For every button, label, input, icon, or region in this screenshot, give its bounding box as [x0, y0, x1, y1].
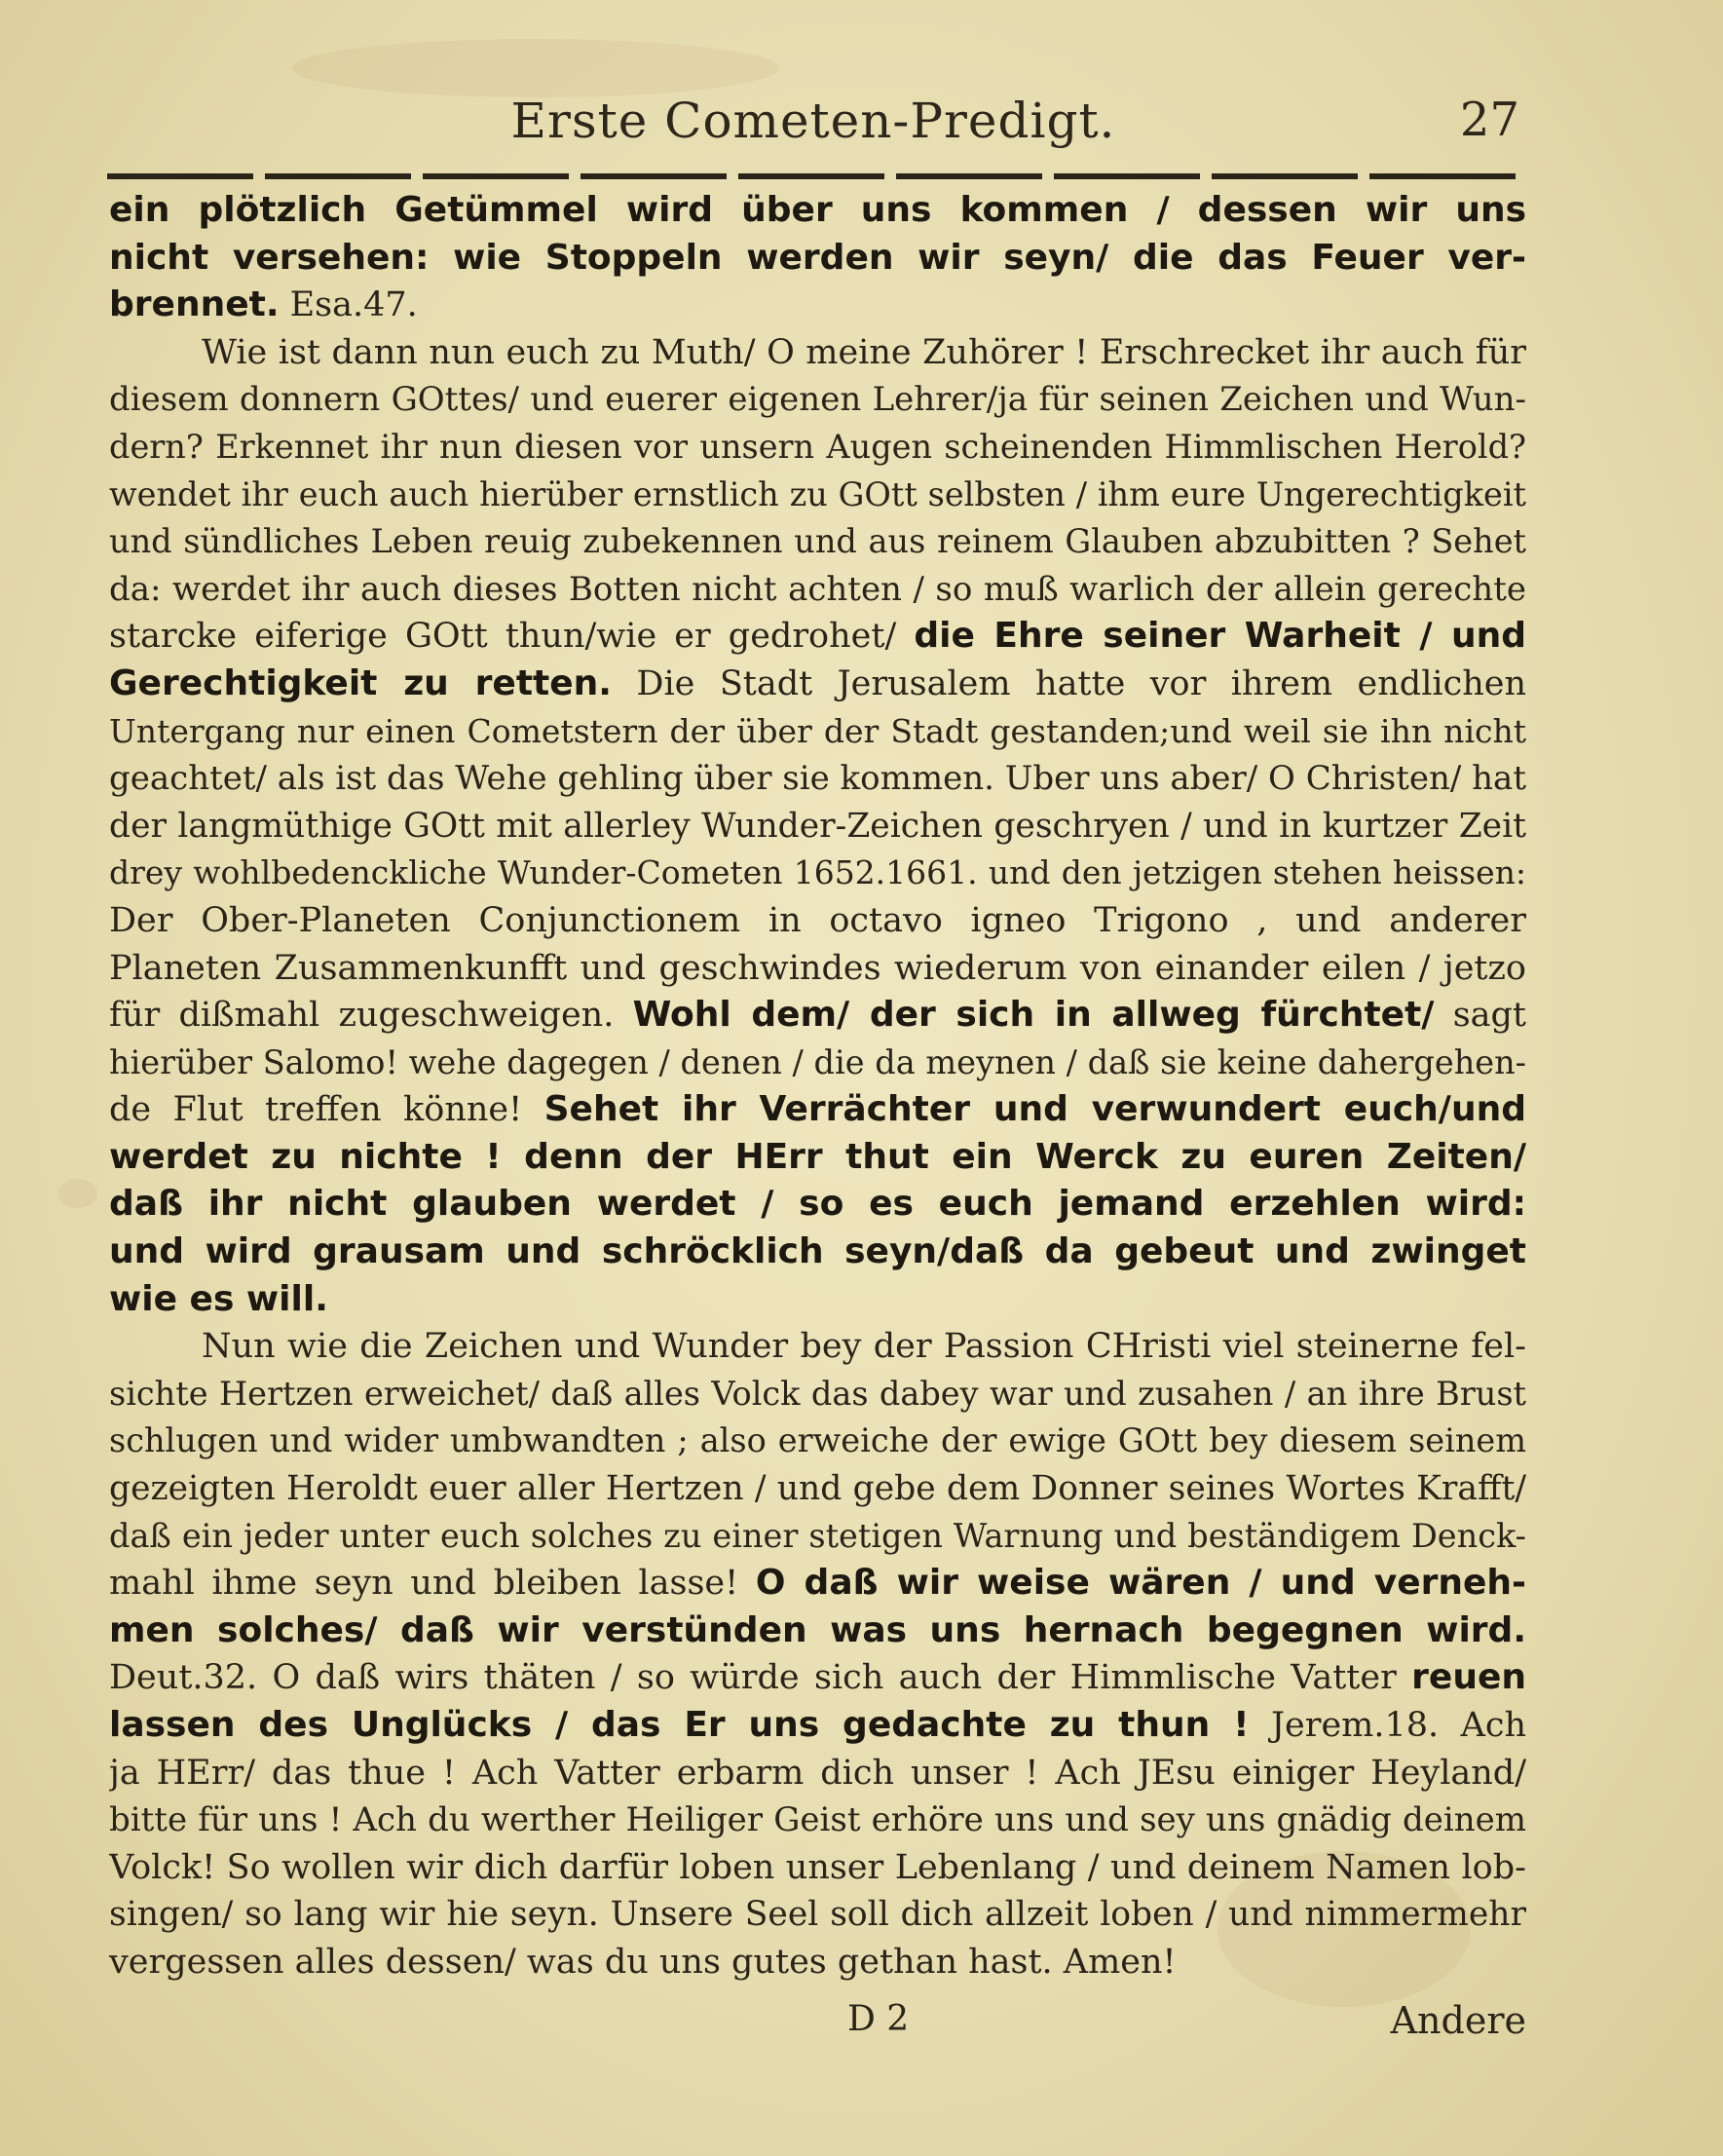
signature-mark: D 2 — [847, 1999, 910, 2039]
emphasized-text: wie es will. — [109, 1278, 328, 1319]
emphasized-text: daß ihr nicht glauben werdet / so es euch jemand erzehlen wird: — [109, 1184, 1526, 1225]
text-line — [109, 1750, 1526, 1797]
text-run: drey wohlbedenckliche Wunder-Cometen 1652.1661. und den jetzigen stehen heissen: — [109, 853, 1526, 892]
text-run: hierüber Salomo! wehe dagegen / denen / die da meynen / daß sie keine dahergehen- — [109, 1042, 1526, 1081]
text-run: Untergang nur einen Cometstern der über der Stadt gestanden;und weil sie ihn nicht — [109, 711, 1526, 750]
text-run: singen/ so lang wir hie seyn. Unsere Seel soll dich allzeit loben / und nimmermehr — [109, 1895, 1526, 1935]
text-line — [109, 1939, 1526, 1986]
text-line — [109, 755, 1526, 803]
text-line — [109, 1086, 1526, 1134]
text-line — [109, 945, 1526, 993]
text-line — [109, 708, 1526, 756]
paper-stain — [292, 39, 779, 97]
text-line — [109, 424, 1526, 472]
emphasized-text: und wird grausam und schröcklich seyn/daß da gebeut und zwinget — [109, 1231, 1526, 1272]
text-run: Wie ist dann nun euch zu Muth/ O meine Zuhörer ! Erschrecket ihr auch für — [202, 332, 1526, 372]
text-line — [109, 1229, 1526, 1276]
text-run: mahl ihme seyn und bleiben lasse! — [109, 1564, 756, 1604]
text-run: Jerem.18. Ach — [1249, 1706, 1526, 1745]
text-run: de Flut treffen könne! — [109, 1090, 544, 1130]
emphasized-text: lassen des Unglücks / das Er uns gedachte zu thun ! — [109, 1705, 1250, 1745]
text-run: gezeigten Heroldt euer aller Hertzen / und gebe dem Donner seines Wortes Krafft/ — [109, 1469, 1526, 1509]
text-run: dern? Erkennet ihr nun diesen vor unsern Augen scheinenden Himmlischen Herold? — [109, 427, 1526, 466]
text-line — [109, 1465, 1526, 1513]
emphasized-text: O daß wir weise wären / und verneh- — [755, 1563, 1526, 1604]
text-run: bitte für uns ! Ach du werther Heiliger Geist erhöre uns und sey uns gnädig deinem — [109, 1800, 1526, 1840]
body-text — [109, 187, 1526, 1986]
text-line — [109, 566, 1526, 614]
text-run: schlugen und wider umbwandten ; also erweiche der ewige GOtt bey diesem seinem — [109, 1421, 1526, 1460]
text-line — [109, 1891, 1526, 1939]
text-run: Esa.47. — [279, 285, 418, 325]
text-line — [109, 992, 1526, 1040]
text-line — [109, 1560, 1526, 1608]
text-run: Planeten Zusammenkunfft und geschwindes wiederum von einander eilen / jetzo — [109, 948, 1526, 988]
text-run: diesem donnern GOttes/ und euerer eigenen Lehrer/ja für seinen Zeichen und Wun- — [109, 380, 1526, 420]
text-run: Der Ober-Planeten Conjunctionem in octavo igneo Trigono , und anderer — [109, 900, 1526, 940]
text-run: wendet ihr euch auch hierüber ernstlich zu GOtt selbsten / ihm eure Ungerechtigkeit — [109, 474, 1526, 513]
text-line — [109, 1513, 1526, 1561]
text-line — [109, 472, 1526, 519]
text-line — [109, 1608, 1526, 1655]
emphasized-text: Wohl dem/ der sich in allweg fürchtet/ — [632, 995, 1435, 1036]
emphasized-text: Sehet ihr Verrächter und verwundert euch/und — [543, 1089, 1526, 1130]
running-title: Erste Cometen-Predigt. — [510, 93, 1116, 149]
text-line — [109, 1418, 1526, 1465]
text-line — [109, 1134, 1526, 1182]
text-run: starcke eiferige GOtt thun/wie er gedrohet/ — [109, 617, 915, 657]
text-line — [109, 1323, 1526, 1371]
text-line — [109, 1702, 1526, 1750]
text-run: daß ein jeder unter euch solches zu einer stetigen Warnung und beständigem Denck- — [109, 1516, 1526, 1555]
text-run: ja HErr/ das thue ! Ach Vatter erbarm dich unser ! Ach JEsu einiger Heyland/ — [109, 1753, 1526, 1793]
emphasized-text: reuen — [1411, 1657, 1526, 1698]
text-line — [109, 1797, 1526, 1844]
text-line — [109, 1181, 1526, 1229]
text-line — [109, 235, 1526, 283]
text-line — [109, 518, 1526, 566]
text-line — [109, 661, 1526, 708]
header-rule — [107, 173, 1519, 179]
text-run: vergessen alles dessen/ was du uns gutes gethan hast. Amen! — [109, 1942, 1177, 1982]
page-number: 27 — [1459, 93, 1519, 147]
text-run: und sündliches Leben reuig zubekennen und aus reinem Glauben abzubitten ? Sehet — [109, 522, 1526, 561]
text-run: Die Stadt Jerusalem hatte vor ihrem endlichen — [611, 663, 1526, 703]
text-run: der langmüthige GOtt mit allerley Wunder-Zeichen geschryen / und in kurtzer Zeit — [109, 806, 1526, 846]
text-line — [109, 613, 1526, 661]
text-run: sichte Hertzen erweichet/ daß alles Volck das dabey war und zusahen / an ihre Brust — [109, 1374, 1526, 1413]
emphasized-text: Gerechtigkeit zu retten. — [109, 662, 612, 703]
text-line — [109, 1276, 1526, 1324]
text-run: sagt — [1434, 996, 1526, 1036]
text-run: Volck! So wollen wir dich darfür loben unser Lebenlang / und deinem Namen lob- — [109, 1847, 1526, 1887]
emphasized-text: men solches/ daß wir verstünden was uns hernach begegnen wird. — [109, 1609, 1526, 1650]
text-run: Nun wie die Zeichen und Wunder bey der Passion CHristi viel steinerne fel- — [202, 1327, 1526, 1367]
text-run: Deut.32. O daß wirs thäten / so würde sich auch der Himmlische Vatter — [109, 1658, 1412, 1698]
text-line — [109, 850, 1526, 897]
paper-stain — [58, 1179, 97, 1208]
page-header — [107, 93, 1519, 161]
text-run: geachtet/ als ist das Wehe gehling über sie kommen. Uber uns aber/ O Christen/ hat — [109, 759, 1526, 799]
emphasized-text: die Ehre seiner Warheit / und — [914, 616, 1526, 657]
text-run: für dißmahl zugeschweigen. — [109, 996, 633, 1036]
emphasized-text: werdet zu nichte ! denn der HErr thut ein Werck zu euren Zeiten/ — [109, 1136, 1526, 1177]
text-line — [109, 1040, 1526, 1087]
text-line — [109, 187, 1526, 235]
emphasized-text: ein plötzlich Getümmel wird über uns kommen / dessen wir uns — [109, 190, 1526, 230]
emphasized-text: brennet. — [109, 284, 280, 325]
text-line — [109, 897, 1526, 945]
text-line — [109, 803, 1526, 851]
text-line — [109, 1654, 1526, 1702]
catchword: Andere — [1390, 1999, 1526, 2042]
emphasized-text: nicht versehen: wie Stoppeln werden wir seyn/ die das Feuer ver- — [109, 237, 1526, 278]
text-line — [109, 1844, 1526, 1892]
text-line — [109, 282, 1526, 329]
text-line — [109, 376, 1526, 424]
text-line — [109, 1371, 1526, 1418]
text-run: da: werdet ihr auch dieses Botten nicht achten / so muß warlich der allein gerechte — [109, 569, 1526, 609]
text-line — [109, 329, 1526, 377]
page-footer — [109, 1999, 1526, 2058]
